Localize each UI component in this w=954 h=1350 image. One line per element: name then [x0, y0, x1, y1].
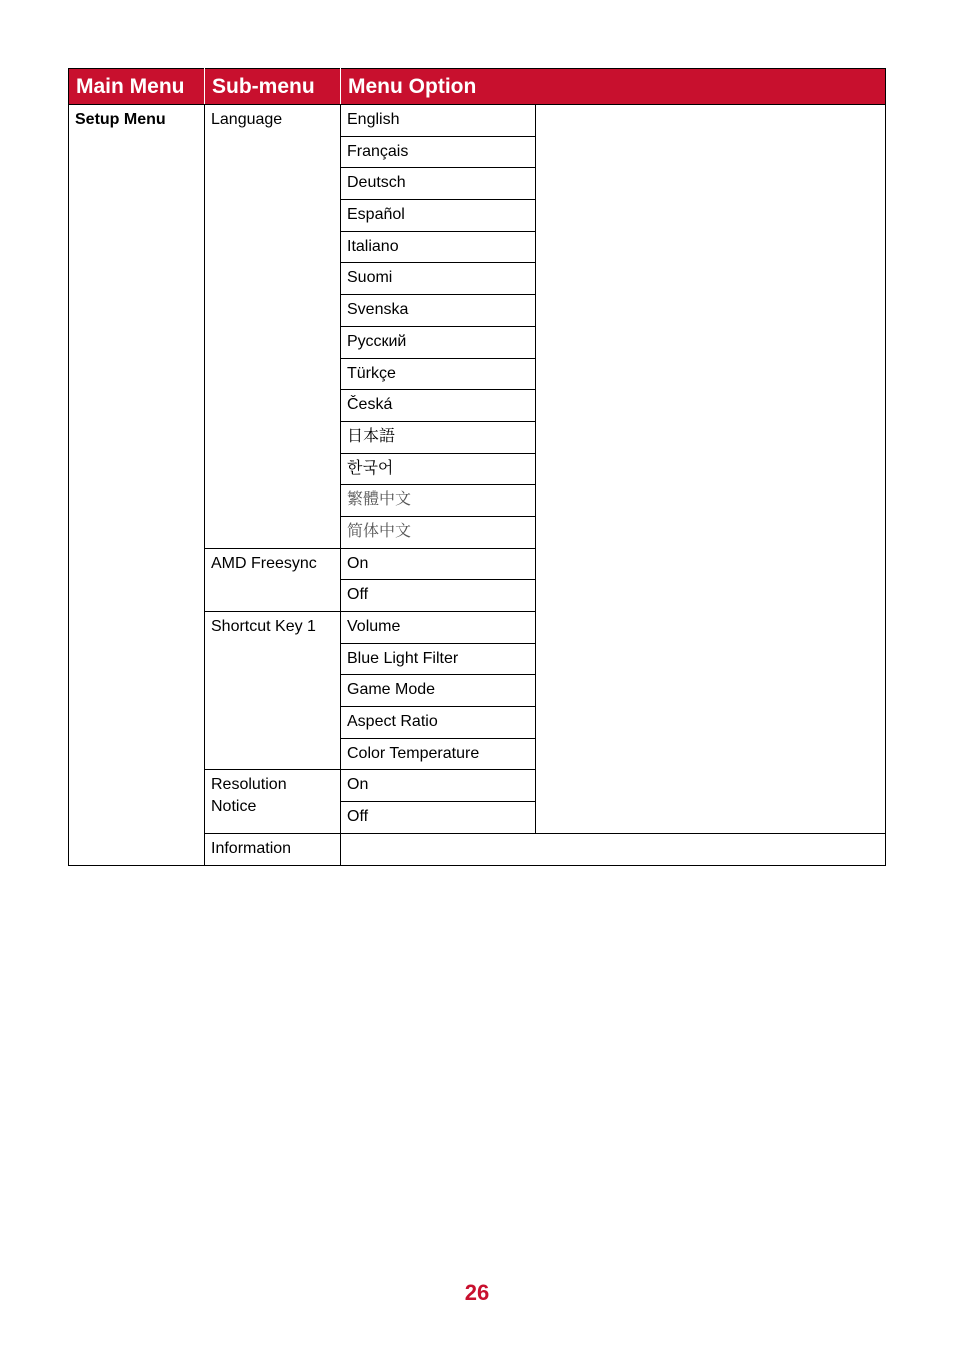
option-cell: 繁體中文 — [341, 485, 536, 517]
blank-column — [536, 105, 886, 834]
table-header-row — [69, 69, 886, 105]
option-cell: Off — [341, 802, 536, 834]
option-cell: Game Mode — [341, 675, 536, 707]
option-cell: Русский — [341, 326, 536, 358]
option-cell: Volume — [341, 612, 536, 644]
osd-menu-table — [68, 68, 886, 866]
option-cell: Türkçe — [341, 358, 536, 390]
option-cell: Italiano — [341, 231, 536, 263]
header-main-menu: Main Menu — [69, 69, 205, 105]
option-cell: Svenska — [341, 295, 536, 327]
option-cell: Blue Light Filter — [341, 643, 536, 675]
option-cell: On — [341, 770, 536, 802]
header-sub-menu: Sub-menu — [205, 69, 341, 105]
option-cell: Español — [341, 200, 536, 232]
option-cell: 日本語 — [341, 421, 536, 453]
submenu-amd-freesync: AMD Freesync — [205, 548, 341, 611]
table-row — [69, 105, 886, 137]
option-cell: Off — [341, 580, 536, 612]
option-cell: 简体中文 — [341, 516, 536, 548]
submenu-shortcut-key: Shortcut Key 1 — [205, 612, 341, 770]
page-number: 26 — [464, 1280, 490, 1305]
option-cell: Deutsch — [341, 168, 536, 200]
option-cell: Suomi — [341, 263, 536, 295]
submenu-resolution-notice: Resolution Notice — [205, 770, 341, 833]
submenu-information: Information — [205, 833, 341, 865]
option-cell: 한국어 — [341, 453, 536, 485]
option-cell: Français — [341, 136, 536, 168]
submenu-language: Language — [205, 105, 341, 549]
option-cell: On — [341, 548, 536, 580]
option-cell: Česká — [341, 390, 536, 422]
main-menu-cell: Setup Menu — [69, 105, 205, 866]
option-cell: Aspect Ratio — [341, 707, 536, 739]
header-menu-option: Menu Option — [341, 69, 886, 105]
option-cell: English — [341, 105, 536, 137]
option-cell: Color Temperature — [341, 738, 536, 770]
option-cell-empty — [341, 833, 886, 865]
